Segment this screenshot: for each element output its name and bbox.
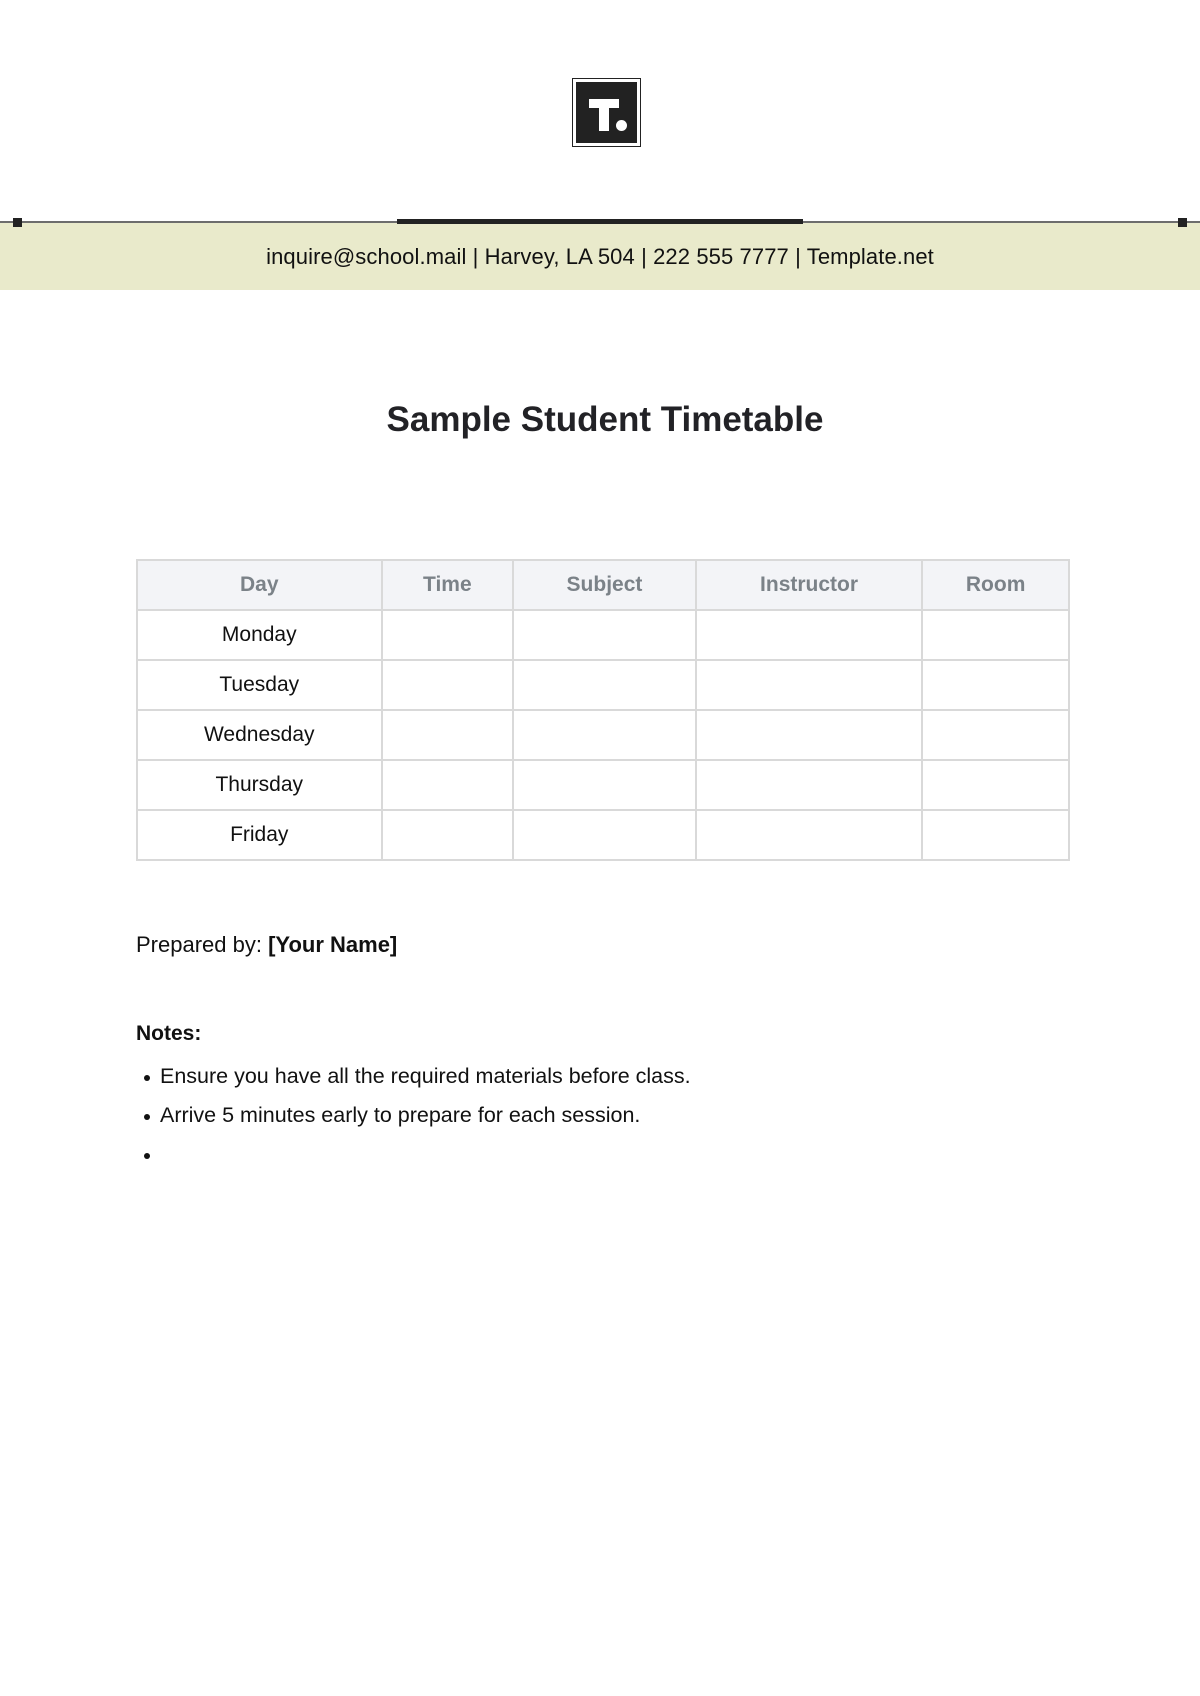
notes-heading: Notes: (136, 1022, 202, 1045)
cell-time[interactable] (382, 660, 514, 710)
cell-room[interactable] (922, 810, 1069, 860)
prepared-by-label: Prepared by: (136, 932, 262, 957)
cell-room[interactable] (922, 660, 1069, 710)
cell-room[interactable] (922, 710, 1069, 760)
bullet-icon (144, 1075, 150, 1081)
column-header-day: Day (137, 560, 382, 610)
column-header-instructor: Instructor (696, 560, 923, 610)
cell-day: Friday (137, 810, 382, 860)
divider-marker-left (13, 218, 22, 227)
column-header-room: Room (922, 560, 1069, 610)
cell-day: Monday (137, 610, 382, 660)
logo (572, 78, 641, 147)
cell-subject[interactable] (513, 610, 696, 660)
list-item (136, 1060, 691, 1099)
table-row (137, 810, 1069, 860)
column-header-subject: Subject (513, 560, 696, 610)
cell-subject[interactable] (513, 810, 696, 860)
cell-day: Wednesday (137, 710, 382, 760)
cell-room[interactable] (922, 760, 1069, 810)
cell-instructor[interactable] (696, 760, 923, 810)
list-item (136, 1138, 691, 1177)
table-row (137, 760, 1069, 810)
cell-instructor[interactable] (696, 610, 923, 660)
cell-time[interactable] (382, 760, 514, 810)
cell-day: Tuesday (137, 660, 382, 710)
contact-info: inquire@school.mail | Harvey, LA 504 | 222 555 7777 | Template.net (266, 243, 934, 269)
contact-band (0, 223, 1200, 290)
cell-subject[interactable] (513, 760, 696, 810)
bullet-icon (144, 1153, 150, 1159)
table-row (137, 660, 1069, 710)
cell-subject[interactable] (513, 710, 696, 760)
cell-instructor[interactable] (696, 710, 923, 760)
divider-marker-right (1178, 218, 1187, 227)
cell-instructor[interactable] (696, 660, 923, 710)
prepared-by (136, 932, 397, 958)
cell-time[interactable] (382, 710, 514, 760)
prepared-by-name: [Your Name] (268, 932, 398, 957)
table-row (137, 710, 1069, 760)
cell-time[interactable] (382, 610, 514, 660)
notes-list (136, 1060, 691, 1177)
cell-subject[interactable] (513, 660, 696, 710)
page-title: Sample Student Timetable (386, 400, 824, 439)
cell-time[interactable] (382, 810, 514, 860)
cell-instructor[interactable] (696, 810, 923, 860)
column-header-time: Time (382, 560, 514, 610)
table-row (137, 610, 1069, 660)
cell-room[interactable] (922, 610, 1069, 660)
list-item (136, 1099, 691, 1138)
table-header-row (137, 560, 1069, 610)
header-divider-accent (397, 219, 803, 224)
bullet-icon (144, 1114, 150, 1120)
cell-day: Thursday (137, 760, 382, 810)
t-logo-icon (576, 82, 637, 143)
timetable (136, 559, 1070, 861)
note-text: Ensure you have all the required materials before class. (160, 1064, 691, 1088)
note-text: Arrive 5 minutes early to prepare for each session. (160, 1103, 641, 1127)
